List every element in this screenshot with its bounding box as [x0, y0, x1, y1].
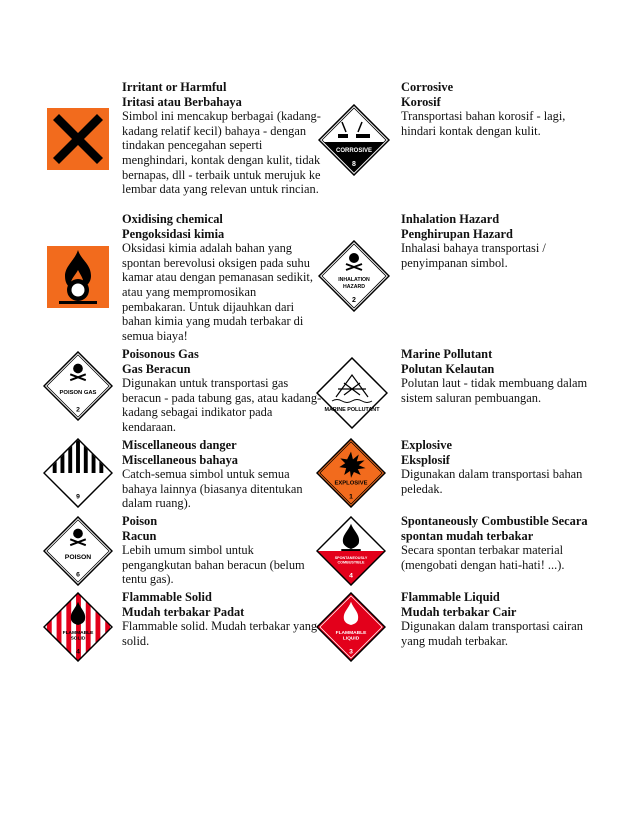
entry-title-en: Poison	[122, 514, 158, 528]
sign-label: POISON GAS	[59, 389, 97, 396]
flammable-liquid-diamond-icon	[316, 592, 386, 662]
entry-title-id: Polutan Kelautan	[401, 361, 495, 376]
entry-title-id: Mudah terbakar Padat	[122, 604, 245, 619]
hazard-entry-marine-pollutant	[326, 347, 596, 427]
sign-label: INHALATION	[338, 277, 370, 283]
sign-label: EXPLOSIVE	[334, 480, 368, 487]
spontaneously-combustible-diamond-icon	[316, 516, 386, 586]
sign-number: 6	[76, 571, 80, 579]
entry-title-id: Gas Beracun	[122, 361, 191, 376]
poison-diamond-icon	[43, 516, 113, 586]
hazard-entry-flammable-liquid	[326, 590, 596, 670]
sign-label-2: COMBUSTIBLE	[337, 560, 365, 565]
entry-title-en: Flammable Solid	[122, 590, 212, 604]
entry-description: Transportasi bahan korosif - lagi, hindari kontak dengan kulit.	[401, 109, 566, 138]
inhalation-hazard-diamond-icon	[318, 240, 390, 312]
sign-label-2: LIQUID	[342, 636, 360, 642]
entry-description: Flammable solid. Mudah terbakar yang solid.	[122, 619, 318, 648]
sign-label: SPONTANEOUSLY	[334, 555, 368, 560]
sign-number: 1	[349, 493, 353, 501]
corrosive-diamond-icon	[318, 104, 390, 176]
entry-title-id: Miscellaneous bahaya	[122, 452, 238, 467]
hazard-entry-irritant	[47, 80, 322, 210]
entry-description: Simbol ini mencakup berbagai (kadang-kadang relatif kecil) bahaya - dengan tindakan pencegahan seperti menghindari, kontak dengan kulit, tidak bernapas, dll - terbaik untuk merujuk ke lembar data yang relevan untuk rincian.	[122, 109, 321, 197]
hazard-entry-oxidising	[47, 212, 322, 347]
entry-title-en: Corrosive	[401, 80, 454, 94]
entry-title-en: Oxidising chemical	[122, 212, 223, 226]
irritant-cross-icon	[47, 108, 109, 170]
entry-title-id: Pengoksidasi kimia	[122, 226, 225, 241]
miscellaneous-danger-diamond-icon	[43, 438, 113, 508]
sign-number: 9	[76, 493, 80, 501]
entry-description: Inhalasi bahaya transportasi / penyimpanan simbol.	[401, 241, 546, 270]
hazard-entry-spontaneously-combustible	[326, 514, 596, 594]
explosive-diamond-icon	[316, 438, 386, 508]
entry-title-en: Marine Pollutant	[401, 347, 493, 361]
entry-description: Polutan laut - tidak membuang dalam sistem saluran pembuangan.	[401, 376, 588, 405]
hazard-entry-inhalation	[326, 212, 596, 322]
sign-number: 4	[76, 648, 80, 656]
entry-description: Catch-semua simbol untuk semua bahaya lainnya (biasanya ditentukan dalam ruang).	[122, 467, 303, 511]
entry-title-en: Poisonous Gas	[122, 347, 199, 361]
entry-description: Oksidasi kimia adalah bahan yang spontan berevolusi oksigen pada suhu kamar atau dengan pemanasan sedikit, atau yang mempromosikan pembakaran. Untuk dijauhkan dari bahan kimia yang mudah terbakar di semua biaya!	[122, 241, 313, 343]
sign-number: 8	[352, 161, 356, 168]
entry-description: Digunakan dalam transportasi bahan peledak.	[401, 467, 583, 496]
entry-title-en: Irritant or Harmful	[122, 80, 227, 94]
sign-number: 3	[349, 648, 353, 656]
poison-gas-diamond-icon	[43, 351, 113, 421]
entry-title-id: Eksplosif	[401, 452, 450, 467]
sign-label: CORROSIVE	[335, 148, 373, 154]
sign-number: 2	[76, 406, 80, 414]
hazard-entry-miscellaneous	[47, 438, 322, 518]
entry-title-id: Korosif	[401, 94, 441, 109]
sign-number: 4	[349, 572, 353, 580]
flammable-solid-diamond-icon	[43, 592, 113, 662]
entry-description: Digunakan dalam transportasi cairan yang mudah terbakar.	[401, 619, 584, 648]
sign-label: FLAMMABLE	[335, 630, 367, 636]
entry-title-id: Penghirupan Hazard	[401, 226, 513, 241]
entry-title-id: Mudah terbakar Cair	[401, 604, 517, 619]
hazard-entry-flammable-solid	[47, 590, 322, 670]
hazard-entry-poisonous-gas	[47, 347, 322, 437]
entry-title-en: Flammable Liquid	[401, 590, 500, 604]
entry-description: Digunakan untuk transportasi gas beracun - pada tabung gas, atau kadang-kadang sebagai indikator pada kendaraan.	[122, 376, 322, 434]
entry-title-en: Spontaneously Combustible Secara	[401, 514, 588, 528]
oxidising-flame-icon	[47, 246, 109, 308]
entry-description: Secara spontan terbakar material (mengobati dengan hati-hati! ...).	[401, 543, 565, 572]
entry-title-en: Miscellaneous danger	[122, 438, 237, 452]
hazard-entry-corrosive	[326, 80, 596, 190]
entry-title-en: Explosive	[401, 438, 452, 452]
entry-description: Lebih umum simbol untuk pengangkutan bahan beracun (belum tentu gas).	[122, 543, 305, 587]
entry-title-en: Inhalation Hazard	[401, 212, 500, 226]
sign-label-2: HAZARD	[343, 284, 365, 290]
entry-title-id: Iritasi atau Berbahaya	[122, 94, 242, 109]
sign-label: POISON	[64, 553, 92, 561]
sign-label: MARINE POLLUTANT	[324, 407, 380, 413]
entry-title-id: spontan mudah terbakar	[401, 528, 534, 543]
marine-pollutant-diamond-icon	[316, 357, 388, 429]
entry-title-id: Racun	[122, 528, 157, 543]
hazard-entry-explosive	[326, 438, 596, 518]
sign-number: 2	[352, 297, 356, 304]
sign-label-2: SOLID	[70, 636, 86, 642]
hazard-entry-poison	[47, 514, 322, 594]
sign-label: FLAMMABLE	[62, 630, 94, 636]
